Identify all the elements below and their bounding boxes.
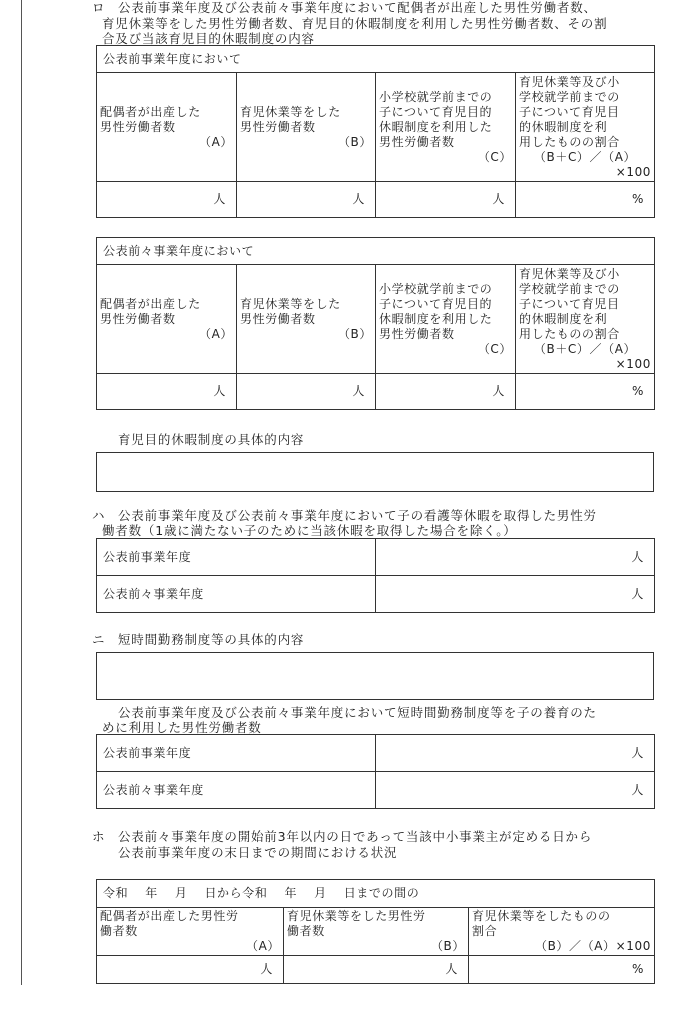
table2-col-c-header: 小学校就学前までの 子について育児目的 休暇制度を利用した 男性労働者数 （C）: [376, 265, 516, 374]
table-short-hours: [96, 734, 655, 809]
ho-unit-a: 人: [97, 956, 284, 984]
table2-col-a-header: 配偶者が出産した 男性労働者数 （A）: [97, 265, 237, 374]
ho-col-b-header: 育児休業等をした男性労 働者数 （B）: [284, 908, 469, 956]
short-hours-content-field[interactable]: [96, 652, 654, 700]
section-ha-line2: 働者数（1歳に満たない子のために当該休暇を取得した場合を除く。）: [102, 523, 517, 538]
section-ho-line1: 公表前々事業年度の開始前3年以内の日であって当該中小事業主が定める日から: [118, 829, 593, 844]
table2-col-d-header: 育児休業等及び小 学校就学前までの 子について育児目 的休暇制度を利 用したものの割合 （B＋C）／（A） ×100: [516, 265, 655, 374]
table-prev-prev-year: [96, 237, 655, 410]
short-hours-row-label: 公表前々事業年度: [97, 772, 376, 809]
ho-unit-c: %: [469, 956, 655, 984]
ho-col-a-header: 配偶者が出産した男性労 働者数 （A）: [97, 908, 284, 956]
purpose-leave-label: 育児目的休暇制度の具体的内容: [118, 432, 305, 447]
purpose-leave-content-field[interactable]: [96, 452, 654, 492]
ho-col-c-header: 育児休業等をしたものの 割合 （B）／（A）×100: [469, 908, 655, 956]
section-ro-line1: 公表前事業年度及び公表前々事業年度において配偶者が出産した男性労働者数、: [118, 0, 597, 15]
section-ni-marker: ニ: [92, 632, 106, 647]
table1-period: 公表前事業年度において: [97, 46, 655, 73]
section-ho-marker: ホ: [92, 829, 106, 844]
section-ro-line2: 育児休業等をした男性労働者数、育児目的休暇制度を利用した男性労働者数、その割: [102, 16, 608, 31]
table1-col-a-header: 配偶者が出産した 男性労働者数 （A）: [97, 73, 237, 182]
table1-col-c-header: 小学校就学前までの 子について育児目的 休暇制度を利用した 男性労働者数 （C）: [376, 73, 516, 182]
section-ho-line2: 公表前事業年度の末日までの期間における状況: [118, 845, 398, 860]
table2-col-b-header: 育児休業等をした 男性労働者数 （B）: [237, 265, 376, 374]
table2-unit-b: 人: [237, 374, 376, 410]
table-prev-year: [96, 45, 655, 218]
left-margin-rule: [21, 0, 22, 985]
section-ro-line3: 合及び当該育児目的休暇制度の内容: [102, 31, 315, 46]
nursing-row-unit: 人: [376, 576, 655, 613]
section-ni-line2: めに利用した男性労働者数: [102, 720, 262, 735]
ho-unit-b: 人: [284, 956, 469, 984]
section-ha-marker: ハ: [92, 508, 106, 523]
table2-unit-a: 人: [97, 374, 237, 410]
short-hours-row-unit: 人: [376, 735, 655, 772]
table2-unit-c: 人: [376, 374, 516, 410]
table2-unit-d: %: [516, 374, 655, 410]
table1-unit-a: 人: [97, 182, 237, 218]
section-ha-line1: 公表前事業年度及び公表前々事業年度において子の看護等休暇を取得した男性労: [118, 508, 597, 523]
table1-unit-b: 人: [237, 182, 376, 218]
section-ro-marker: ロ: [92, 0, 106, 15]
table1-col-b-header: 育児休業等をした 男性労働者数 （B）: [237, 73, 376, 182]
nursing-row-label: 公表前々事業年度: [97, 576, 376, 613]
nursing-row-label: 公表前事業年度: [97, 539, 376, 576]
table2-period: 公表前々事業年度において: [97, 238, 655, 265]
short-hours-row-unit: 人: [376, 772, 655, 809]
table-small-business-period: [96, 879, 655, 984]
table-nursing-leave: [96, 538, 655, 613]
table1-col-d-header: 育児休業等及び小 学校就学前までの 子について育児目 的休暇制度を利 用したものの割合 （B＋C）／（A） ×100: [516, 73, 655, 182]
ho-period: 令和 年 月 日から令和 年 月 日までの間の: [97, 880, 655, 908]
table1-unit-d: %: [516, 182, 655, 218]
table1-unit-c: 人: [376, 182, 516, 218]
nursing-row-unit: 人: [376, 539, 655, 576]
section-ni-line1: 公表前事業年度及び公表前々事業年度において短時間勤務制度等を子の養育のた: [118, 705, 597, 720]
section-ni-label: 短時間勤務制度等の具体的内容: [118, 632, 305, 647]
short-hours-row-label: 公表前事業年度: [97, 735, 376, 772]
